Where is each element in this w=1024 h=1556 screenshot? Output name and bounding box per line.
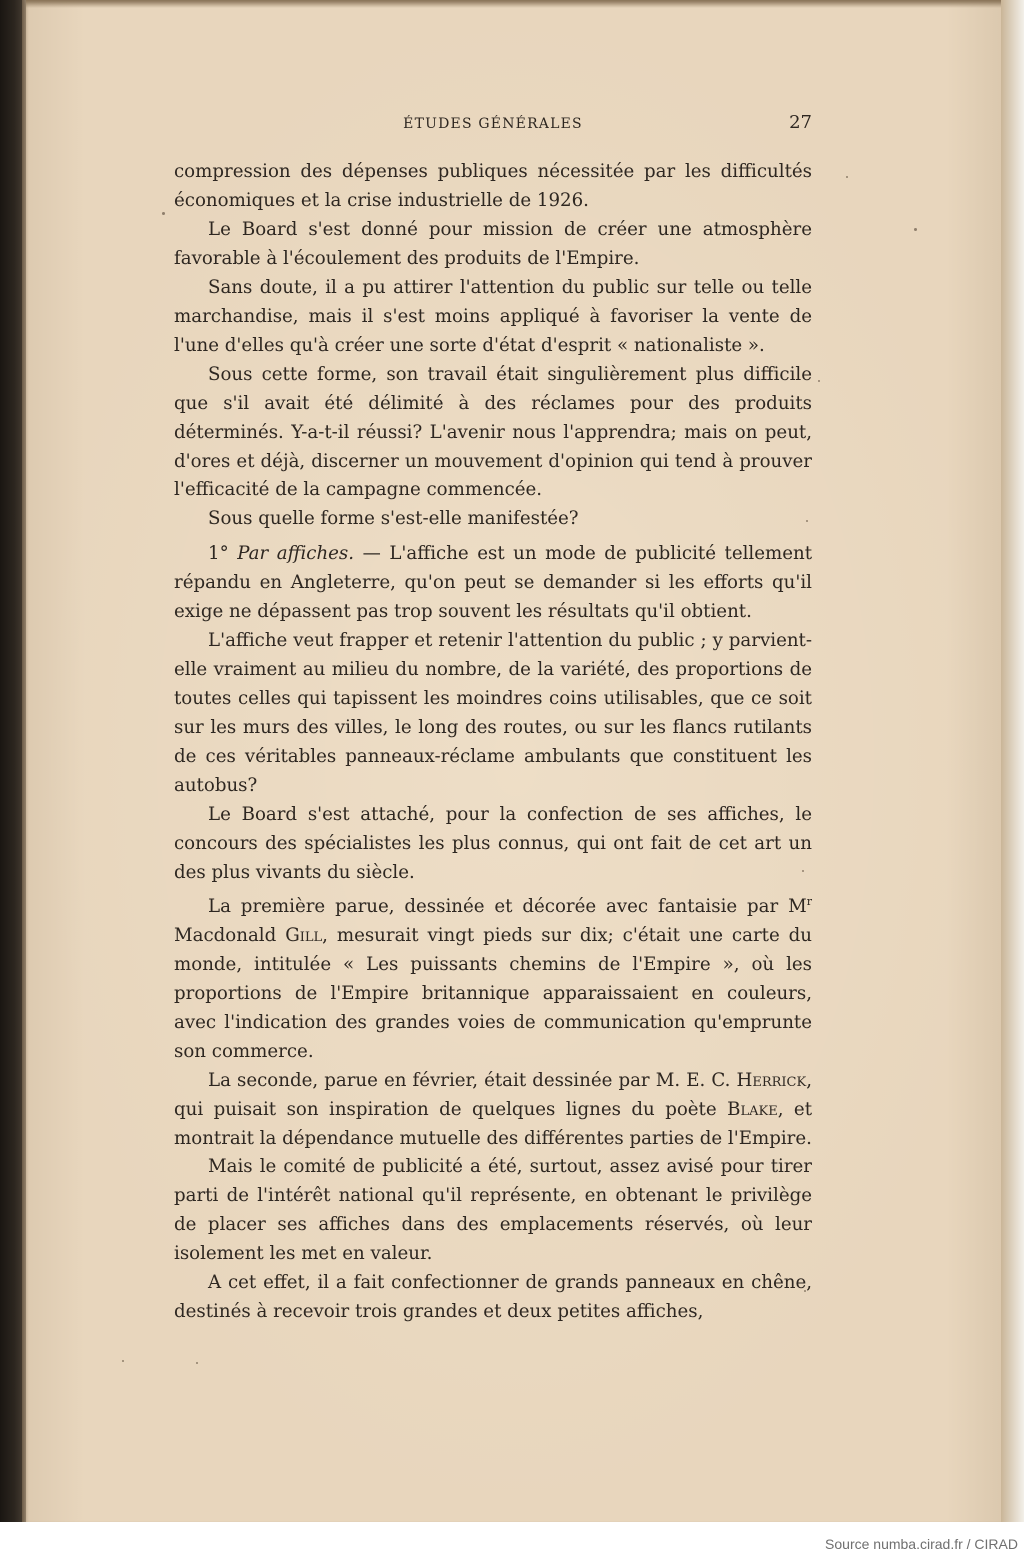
- paragraph: Mais le comité de publicité a été, surtout, assez avisé pour tirer parti de l'intérêt national qu'il représente, en obtenant le privilège de placer ses affiches dans des emplacements réservés, où leur isolement les met en valeur.: [174, 1156, 812, 1265]
- text-run: , et montrait la dépendance mutuelle des différentes parties de l'Empire.: [174, 1098, 812, 1149]
- paragraph: compression des dépenses publiques nécessitée par les difficultés économiques et la crise industrielle de 1926.: [174, 161, 812, 211]
- person-name: Gill: [285, 924, 323, 946]
- source-credit: Source numba.cirad.fr / CIRAD: [825, 1536, 1018, 1552]
- person-name: Blake: [727, 1098, 778, 1120]
- paragraph: Sans doute, il a pu attirer l'attention du public sur telle ou telle marchandise, mais il s'est moins appliqué à favoriser la vente de l'une d'elles qu'à créer une sorte d'état d'esprit « nationaliste ».: [174, 276, 812, 356]
- body-text: [174, 158, 812, 1327]
- running-title: ÉTUDES GÉNÉRALES: [403, 116, 583, 132]
- paragraph: Sous cette forme, son travail était singulièrement plus difficile que s'il avait été délimité à des réclames pour des produits déterminés. Y-a-t-il réussi? L'avenir nous l'apprendra; mais on peut, d'ores et déjà, discerner un mouvement d'opinion qui tend à prouver l'efficacité de la campagne commencée.: [174, 363, 812, 501]
- text-run: Macdonald: [174, 924, 286, 946]
- scan-speck: [196, 1362, 198, 1364]
- page-number: 27: [789, 112, 812, 133]
- section-marker: 1°: [208, 543, 238, 565]
- text-run: , mesurait vingt pieds sur dix; c'était une carte du monde, intitulée « Les puissants chemins de l'Empire », où les proportions de l'Empire britannique apparaissaient en couleurs, avec l'indication des grandes voies de communication qu'emprunte son commerce.: [174, 924, 812, 1062]
- page-top-shadow: [26, 0, 1005, 8]
- paragraph: Sous quelle forme s'est-elle manifestée?: [208, 508, 579, 530]
- page-right-edge: [1001, 0, 1024, 1522]
- scan-speck: [914, 228, 917, 231]
- running-head: [174, 112, 812, 138]
- paragraph: L'affiche veut frapper et retenir l'attention du public ; y parvient-elle vraiment au milieu du nombre, de la variété, des proportions de toutes celles qui tapissent les moindres coins utilisables, que ce soit sur les murs des villes, le long des routes, ou sur les flancs rutilants de ces véritables panneaux-réclame ambulants que constituent les autobus?: [174, 630, 812, 797]
- paragraph: A cet effet, il a fait confectionner de grands panneaux en chêne, destinés à recevoir trois grandes et deux petites affiches,: [174, 1272, 812, 1323]
- person-name: Herrick: [736, 1069, 807, 1091]
- bottom-band: [0, 1522, 1024, 1556]
- paragraph: Le Board s'est attaché, pour la confection de ses affiches, le concours des spécialistes les plus connus, qui ont fait de cet art un des plus vivants du siècle.: [174, 803, 812, 883]
- text-run: La première parue, dessinée et décorée avec fantaisie par M: [208, 895, 807, 917]
- paragraph: [174, 888, 812, 1067]
- scan-speck: [162, 212, 165, 215]
- scan-speck: [846, 176, 848, 178]
- scan-speck: [122, 1360, 124, 1362]
- paragraph: [174, 1067, 812, 1154]
- section-text: — L'affiche est un mode de publicité tellement répandu en Angleterre, qu'on peut se demander si les efforts qu'il exige ne dépassent pas trop souvent les résultats qu'il obtient.: [174, 543, 813, 623]
- text-run: , qui puisait son inspiration de quelques lignes du poète: [174, 1069, 812, 1120]
- superscript: r: [806, 894, 812, 908]
- paragraph: Le Board s'est donné pour mission de créer une atmosphère favorable à l'écoulement des produits de l'Empire.: [174, 218, 812, 269]
- section-heading: Par affiches.: [237, 543, 355, 565]
- section-paragraph: [174, 540, 812, 627]
- scan-speck: [818, 380, 820, 382]
- text-run: La seconde, parue en février, était dessinée par M. E. C.: [208, 1069, 737, 1091]
